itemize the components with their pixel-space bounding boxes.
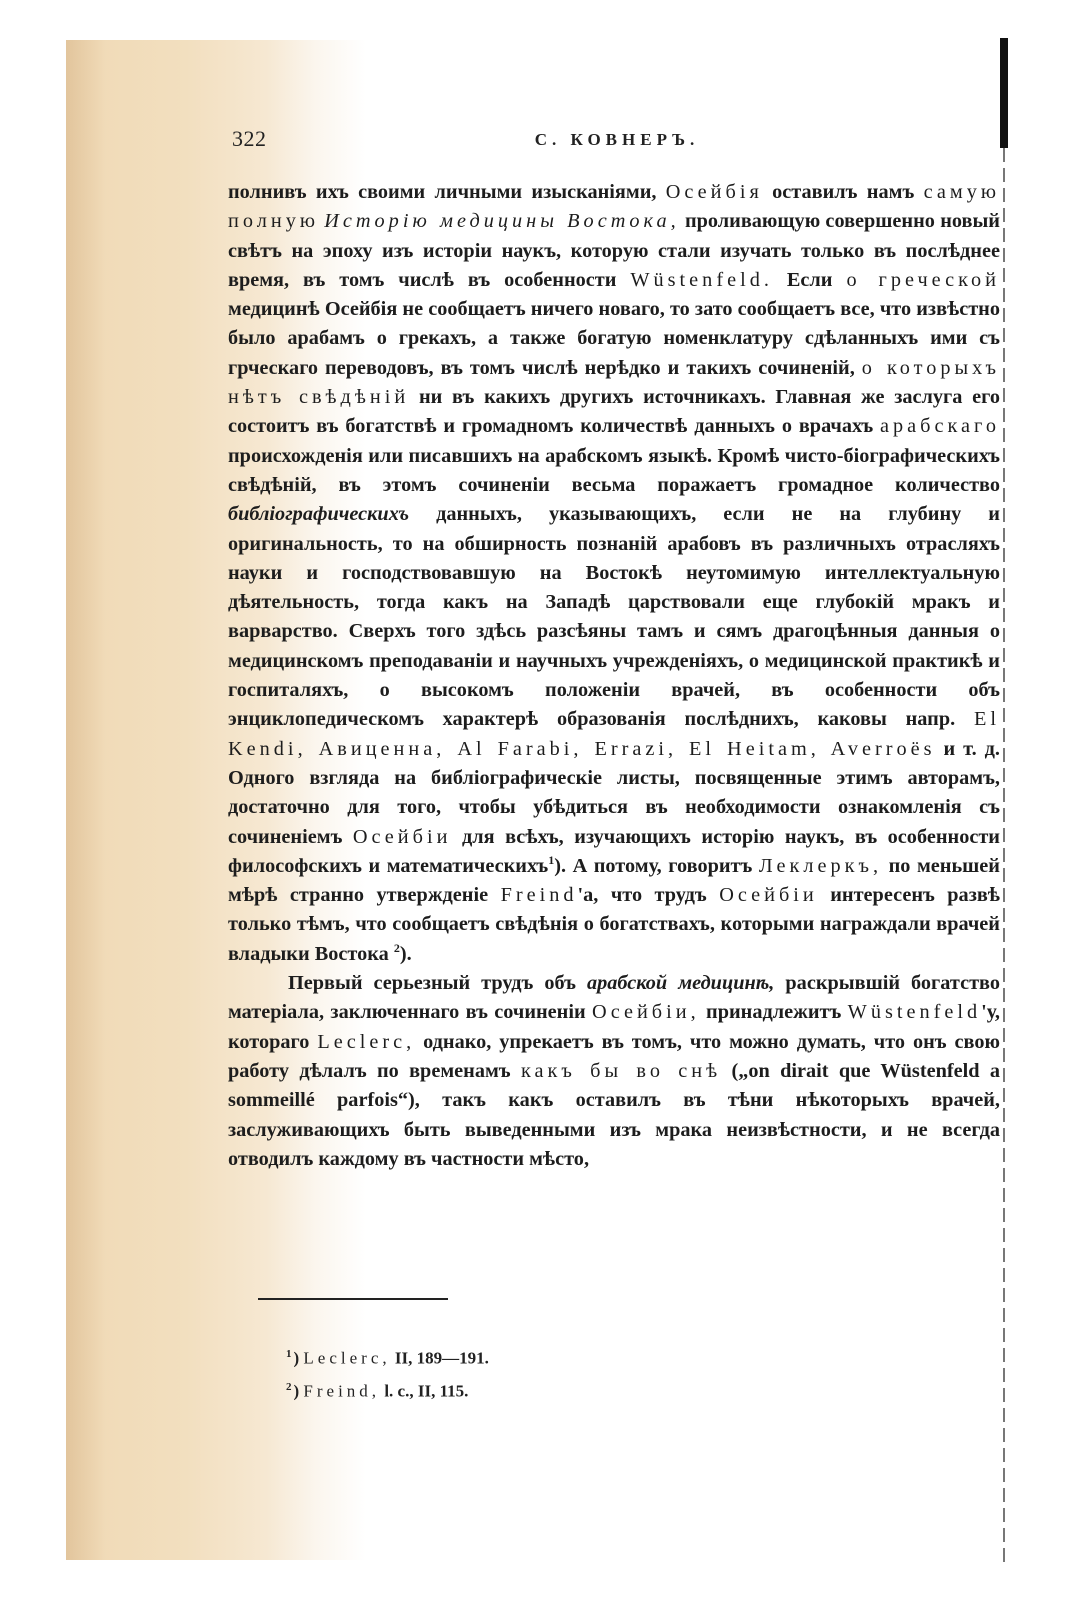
text-run: ). (399, 942, 412, 965)
spaced-text: какъ бы во снѣ (520, 1059, 722, 1082)
text-run: Если (786, 268, 833, 291)
spaced-names: El Kendi, Авиценна, Al Farabi, Errazi, El Heitam, Averroës (228, 708, 1000, 760)
text-run: медицинѣ Осейбія не сообщаетъ ничего новаго, то зато сообщаетъ все, что извѣстно было арабамъ о грекахъ, а также богатую номенклатуру сдѣланныхъ ими съ грческаго переводовъ, въ томъ числѣ нерѣдко и такихъ сочиненій, (228, 298, 1000, 379)
spaced-name: Wüstenfeld (847, 1001, 982, 1024)
footnote-author: Leclerc, (303, 1348, 391, 1368)
text-run: однако, упрекаетъ въ томъ, что можно думать, что онъ свою работу дѣлалъ по временамъ (228, 1030, 1000, 1082)
binding-shadow (66, 40, 106, 1560)
footnotes (286, 1340, 489, 1405)
spaced-name: Осейбіи (352, 825, 452, 848)
running-head: С. КОВНЕРЪ. (534, 130, 700, 149)
italic-term: арабской медицинѣ, (587, 972, 775, 995)
text-run: и т. д. Одного взгляда на библіографическіе листы, посвященные этимъ авторамъ, достаточно для того, чтобы убѣдиться въ необходимости ознакомленія съ сочиненіемъ (228, 737, 1000, 848)
text-run: для всѣхъ, изучающихъ исторію наукъ, въ особенности философскихъ и математическихъ (228, 825, 1000, 877)
spaced-text: арабскаго (880, 415, 1000, 438)
footnote-ref: l. c., II, 115. (384, 1381, 469, 1401)
footnote-1: $^1$ ) Leclerc, II, 189—191. (286, 1348, 489, 1368)
spaced-text: о греческой (846, 268, 1001, 291)
footnote-mark: 1 (286, 1348, 292, 1360)
text-run: проливающую совершенно новый свѣтъ на эпоху изъ исторіи наукъ, которую стали изучать только въ послѣднее время, въ томъ числѣ въ особенности (228, 210, 1000, 291)
spaced-name: Осейбіи, (592, 1001, 700, 1024)
text-run: полнивъ ихъ своими личными изысканіями, (228, 181, 657, 203)
text-run: данныхъ, указывающихъ, если не на глубину и оригинальность, то на обширность познаній арабовъ въ различныхъ отрасляхъ науки и господствовавшую на Востокѣ неутомимую интеллектуальную дѣятельность, тогда какъ на Западѣ царствовали еще глубокій мракъ и варварство. Сверхъ того здѣсь разсѣяны тамъ и сямъ драгоцѣнныя данныя о медицинскомъ преподаваніи и научныхъ учрежденіяхъ, о медицинской практикѣ и госпиталяхъ, о высокомъ положеніи врачей, въ особенности объ энциклопедическомъ характерѣ образованія послѣднихъ, каковы напр. (228, 503, 1000, 731)
paragraph-2 (228, 969, 1000, 1174)
text-run: ни въ какихъ другихъ источникахъ. Главная же заслуга его состоитъ въ богатствѣ и громадномъ количествѣ данныхъ о врачахъ (228, 386, 1000, 438)
footnote-mark: 2 (286, 1380, 292, 1393)
footnote-ref-2[interactable]: 2 (393, 940, 400, 955)
text-run: Первый серьезный трудъ объ (288, 972, 576, 995)
footnote-2: $^2$ ) Freind, l. c., II, 115. (286, 1380, 469, 1401)
text-run: . А потому, говоритъ (560, 854, 753, 877)
book-title: Исторію медицины Востока, (324, 210, 680, 233)
spaced-text: самую полную (228, 181, 1000, 233)
body-text (228, 178, 1000, 1174)
footnote-rule (258, 1298, 448, 1300)
spaced-name: Freind (500, 884, 578, 907)
text-run: 'а, что трудъ (577, 884, 707, 907)
footnote-author: Freind, (303, 1381, 381, 1401)
text-run: раскрывшій богатство матеріала, заключеннаго въ сочиненіи (228, 972, 1001, 1024)
text-run: интересенъ развѣ только тѣмъ, что сообщаетъ свѣдѣнія о богатствахъ, которыми награждали врачей владыки Востока (228, 884, 1000, 965)
text-run: оставилъ намъ (772, 181, 915, 203)
page-number: 322 (232, 126, 267, 151)
footnote-ref: II, 189—191. (394, 1348, 489, 1368)
footnote-ref-1[interactable]: 1 (548, 853, 555, 868)
text-run: принадлежитъ (706, 1001, 842, 1024)
spaced-name: Леклеркъ, (758, 854, 883, 877)
text-run: („on dirait que Wüstenfeld a sommeillé parfois“), такъ какъ оставилъ въ тѣни нѣкоторыхъ врачей, заслуживающихъ быть выведенными изъ мрака неизвѣстности, и не всегда отводилъ каждому въ частности мѣсто, (228, 1059, 1000, 1170)
spaced-name: Осейбіи (719, 884, 818, 907)
page-header (232, 126, 1002, 156)
text-run: по меньшей мѣрѣ странно утвержденіе (228, 854, 1000, 907)
italic-term: библіографическихъ (228, 503, 410, 526)
edge-line (1003, 148, 1005, 1568)
spaced-text: о которыхъ нѣтъ свѣдѣній (228, 356, 1000, 409)
text-run: происхожденія или писавшихъ на арабскомъ языкѣ. Кромѣ чисто-біографическихъ свѣдѣній, въ этомъ сочиненіи весьма поражаетъ громадное количество (228, 444, 1000, 496)
paragraph-1: полнивъ ихъ своими личными изысканіями, Осейбія оставилъ намъ самую полную Исторію медицины Востока, проливающую совершенно новый свѣтъ на эпоху изъ исторіи наукъ, которую стали изучать только въ послѣднее время, въ томъ числѣ въ особенности Wüstenfeld. Если о греческой медицинѣ Осейбія не сообщаетъ ничего новаго, то зато сообщаетъ все, что извѣстно было арабамъ о грекахъ, а также богатую номенклатуру сдѣланныхъ ими съ грческаго переводовъ, въ томъ числѣ нерѣдко и такихъ сочиненій, о которыхъ нѣтъ свѣдѣній ни въ какихъ другихъ источникахъ. Главная же заслуга его состоитъ въ богатствѣ и громадномъ количествѣ данныхъ о врачахъ арабскаго происхожденія или писавшихъ на арабскомъ языкѣ. Кромѣ чисто-біографическихъ свѣдѣній, въ этомъ сочиненіи весьма поражаетъ громадное количество библіографическихъ данныхъ, указывающихъ, если не на глубину и оригинальность, то на обширность познаній арабовъ въ различныхъ отрасляхъ науки и господствовавшую на Востокѣ неутомимую интеллектуальную дѣятельность, тогда какъ на Западѣ царствовали еще глубокій мракъ и варварство. Сверхъ того здѣсь разсѣяны тамъ и сямъ драгоцѣнныя данныя о медицинскомъ преподаваніи и научныхъ учрежденіяхъ, о медицинской практикѣ и госпиталяхъ, о высокомъ положеніи врачей, въ особенности объ энциклопедическомъ характерѣ образованія послѣднихъ, каковы напр. El Kendi, Авиценна, Al Farabi, Errazi, El Heitam, Averroës и т. д. Одного взгляда на библіографическіе листы, посвященные этимъ авторамъ, достаточно для того, чтобы убѣдиться въ необходимости ознакомленія съ сочиненіемъ Осейбіи для всѣхъ, изучающихъ исторію наукъ, въ особенности философскихъ и математическихъ$^1$). А потому, говоритъ Леклеркъ, по меньшей мѣрѣ странно утвержденіе Freind'а, что трудъ Осейбіи интересенъ развѣ только тѣмъ, что сообщаетъ свѣдѣнія о богатствахъ, которыми награждали врачей владыки Востока $^2$). (228, 181, 1001, 965)
spaced-name: Leclerc, (317, 1030, 416, 1053)
spaced-name: Wüstenfeld. (630, 268, 773, 291)
text-run: 'у, котораго (228, 1001, 1000, 1053)
spaced-name: Осейбія (665, 181, 763, 203)
